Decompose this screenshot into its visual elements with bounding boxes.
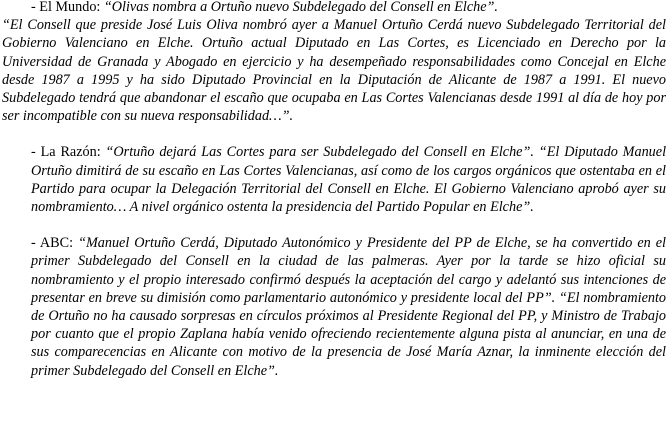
source-label: - El Mundo: bbox=[31, 0, 101, 15]
source-label: - La Razón: bbox=[31, 144, 101, 161]
body-quote: “Ortuño dejará Las Cortes para ser Subdelegado del Consell en Elche”. “El Diputado Manuel Ortuño dimitirá de su escaño en Las Cortes Valencianas, así como de los cargos orgánicos que ostentaba en el Partido para ocupar la Delegación Territorial del Consell en Elche. El Gobierno Valenciano aprobó ayer su nombramiento… A nivel orgánico ostenta la presidencia del Partido Popular en Elche”. bbox=[31, 144, 667, 216]
press-entry-el-mundo bbox=[2, 0, 666, 125]
entry-paragraph bbox=[2, 143, 666, 216]
body-quote: “El Consell que preside José Luis Oliva nombró ayer a Manuel Ortuño Cerdá nuevo Subdelegado Territorial del Gobierno Valenciano en Elche. Ortuño actual Diputado en Las Cortes, es Licenciado en Derecho por la Universidad de Granada y Abogado en ejercicio y ha desempeñado responsabilidades como Concejal en Elche desde 1987 a 1995 y ha sido Diputado Provincial en la Diputación de Alicante de 1987 a 1991. El nuevo Subdelegado tendrá que abandonar el escaño que ocupaba en Las Cortes Valencianas desde 1991 al día de hoy por ser incompatible con su nueva responsabilidad…”. bbox=[2, 17, 666, 125]
press-entry-abc bbox=[2, 234, 666, 380]
entry-paragraph bbox=[2, 234, 666, 380]
body-quote: “Manuel Ortuño Cerdá, Diputado Autonómico y Presidente del PP de Elche, se ha convertido en el primer Subdelegado del Consell en la ciudad de las palmeras. Ayer por la tarde se hizo oficial su nombramiento y el propio interesado confirmó después la aceptación del cargo y adelantó sus intenciones de presentar en breve su dimisión como parlamentario autonómico y presidente local del PP”. “El nombramiento de Ortuño no ha causado sorpresas en círculos próximos al Presidente Regional del PP, y Ministro de Trabajo por cuanto que el propio Zaplana había venido ofreciendo recientemente alguna pista al anunciar, en una de sus comparecencias en Alicante con motivo de la presencia de José María Aznar, la inminente elección del primer Subdelegado del Consell en Elche”. bbox=[31, 235, 666, 379]
source-label: - ABC: bbox=[31, 235, 74, 252]
document-page bbox=[2, 0, 666, 380]
headline-quote: “Olivas nombra a Ortuño nuevo Subdelegado del Consell en Elche”. bbox=[103, 0, 498, 15]
entry-headline-line bbox=[2, 0, 666, 16]
press-entry-la-razon bbox=[2, 143, 666, 216]
